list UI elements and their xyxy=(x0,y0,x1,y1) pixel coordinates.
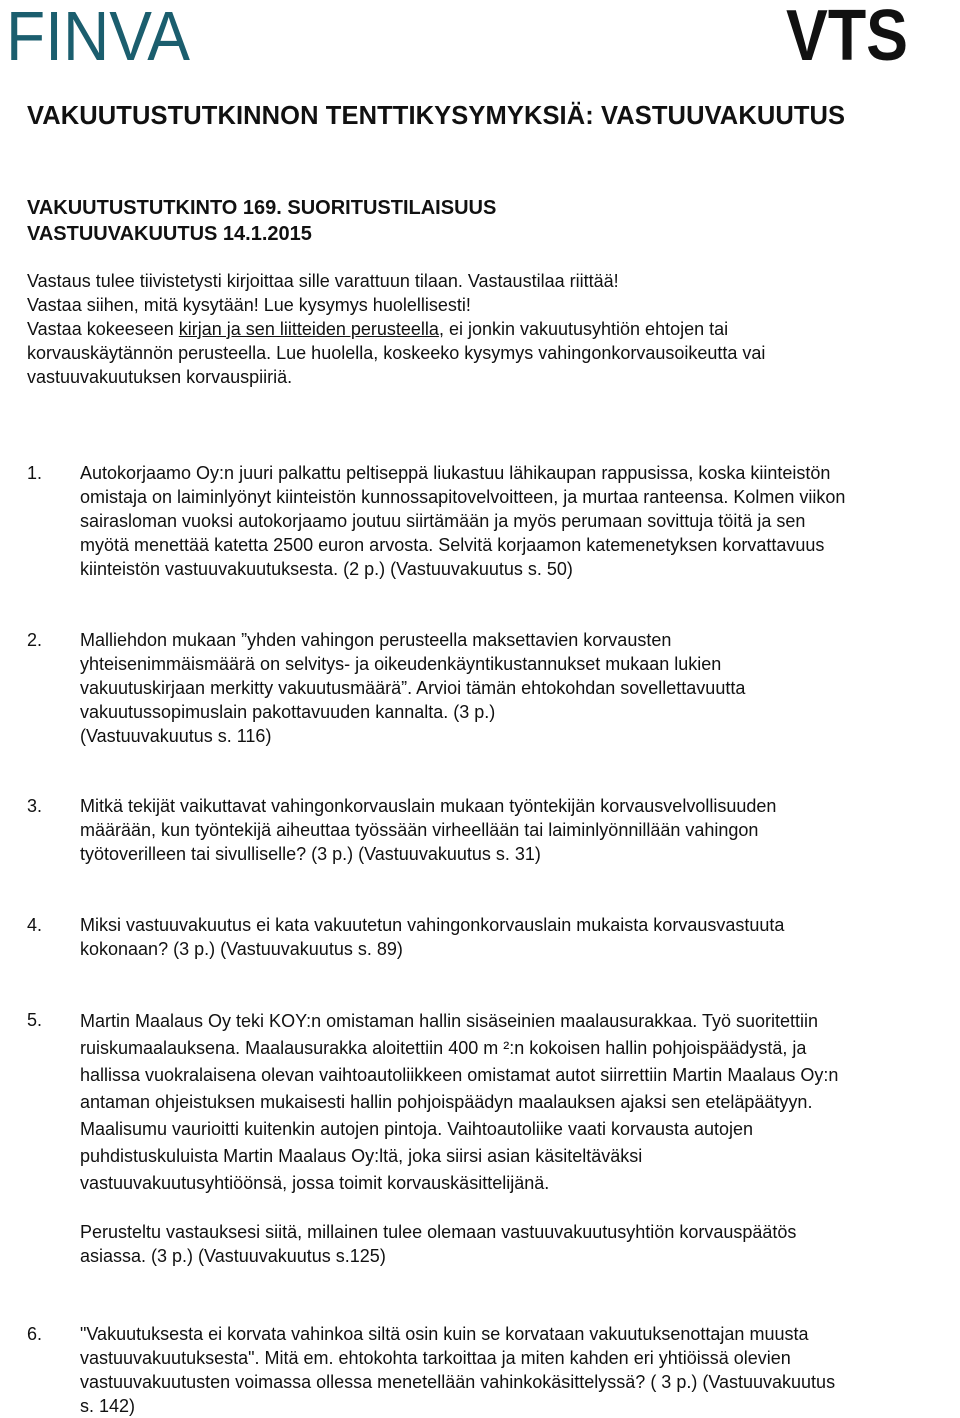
vts-logo xyxy=(786,0,910,76)
underlined-text: kirjan ja sen liitteiden perusteella xyxy=(178,319,439,339)
instruction-line: korvauskäytännön perusteella. Lue huolella, koskeeko kysymys vahingonkorvausoikeutta vai xyxy=(27,343,766,363)
finva-logo xyxy=(6,0,192,75)
instructions xyxy=(27,269,947,389)
instruction-line: Vastaa kokeeseen kirjan ja sen liitteiden perusteella, ei jonkin vakuutusyhtiön ehtojen tai xyxy=(27,319,729,339)
question-6: 6. "Vakuutuksesta ei korvata vahinkoa siltä osin kuin se korvataan vakuutuksenottajan muusta vastuuvakuutuksesta". Mitä em. ehtokohta tarkoittaa ja miten kahden eri yhtiöissä olevien vastuuvakuutusten voimassa ollessa menetellään vahinkokäsittelyssä? ( 3 p.) (Vastuuvakuutus s. 142) xyxy=(27,1324,836,1416)
svg-text:VTS: VTS xyxy=(786,0,908,76)
page-title: VAKUUTUSTUTKINNON TENTTIKYSYMYKSIÄ: VASTUUVAKUUTUS xyxy=(27,102,846,130)
question-number: 1. xyxy=(27,463,43,483)
question-4: 4. Miksi vastuuvakuutus ei kata vakuutetun vahingonkorvauslain mukaista korvausvastuuta kokonaan? (3 p.) (Vastuuvakuutus s. 89) xyxy=(27,915,785,959)
exam-line-2: VASTUUVAKUUTUS 14.1.2015 xyxy=(27,223,312,245)
question-number: 3. xyxy=(27,796,43,816)
instruction-line: vastuuvakuutuksen korvauspiiriä. xyxy=(27,367,293,387)
question-3: 3. Mitkä tekijät vaikuttavat vahingonkorvauslain mukaan työntekijän korvausvelvollisuuden määrään, kun työntekijä aiheuttaa työssään virheellään tai laiminlyönnillään vahingon työtoverilleen tai sivulliselle? (3 p.) (Vastuuvakuutus s. 31) xyxy=(27,796,777,864)
question-number: 4. xyxy=(27,915,43,935)
question-5: 5. Martin Maalaus Oy teki KOY:n omistaman hallin sisäseinien maalausurakkaa. Työ suoritettiin ruiskumaalauksena. Maalausurakka aloitettiin 400 m ²:n kokoisen hallin pohjoispäädystä, ja hallissa vuokralaisena olevan vaihtoautoliikkeen omistamat autot siirrettiin Martin Maalaus Oy:n antaman ohjeistuksen mukaisesti hallin pohjoispäädyn maalauksen ajaksi sen eteläpäätyyn. Maalisumu vaurioitti kuitenkin autojen pintoja. Vaihtoautoliike vaati korvausta autojen puhdistuskuluista Martin Maalaus Oy:ltä, joka siirsi asian käsiteltäväksi vastuuvakuutusyhtiöönsä, jossa toimit korvauskäsittelijänä. Perusteltu vastauksesi siitä, millainen tulee olemaan vastuuvakuutusyhtiön korvauspäätös asiassa. (3 p.) (Vastuuvakuutus s.125) xyxy=(27,1010,839,1266)
question-number: 2. xyxy=(27,630,43,650)
exam-header xyxy=(27,195,496,247)
svg-text:FINVA: FINVA xyxy=(6,0,191,75)
question-2: 2. Malliehdon mukaan ”yhden vahingon perusteella maksettavien korvausten yhteisenimmäismäärä on selvitys- ja oikeudenkäyntikustannukset mukaan lukien vakuutuskirjaan merkitty vakuutusmäärä”. Arvioi tämän ehtokohdan sovellettavuutta vakuutussopimuslain pakottavuuden kannalta. (3 p.) (Vastuuvakuutus s. 116) xyxy=(27,630,746,746)
instruction-line: Vastaa siihen, mitä kysytään! Lue kysymys huolellisesti! xyxy=(27,295,471,315)
instruction-line: Vastaus tulee tiivistetysti kirjoittaa sille varattuun tilaan. Vastaustilaa riittää! xyxy=(27,271,619,291)
question-number: 6. xyxy=(27,1324,43,1344)
exam-line-1: VAKUUTUSTUTKINTO 169. SUORITUSTILAISUUS xyxy=(27,197,497,219)
question-number: 5. xyxy=(27,1010,43,1030)
question-1: 1. Autokorjaamo Oy:n juuri palkattu peltiseppä liukastuu lähikaupan rappusissa, koska kiinteistön omistaja on laiminlyönyt kiinteistön kunnossapitovelvoitteen, ja murtaa ranteensa. Kolmen viikon sairasloman vuoksi autokorjaamo joutuu siirtämään ja myös perumaan sovittuja töitä ja sen myötä menettää katetta 2500 euron arvosta. Selvitä korjaamon katemenetyksen korvattavuus kiinteistön vastuuvakuutuksesta. (2 p.) (Vastuuvakuutus s. 50) xyxy=(27,463,846,579)
